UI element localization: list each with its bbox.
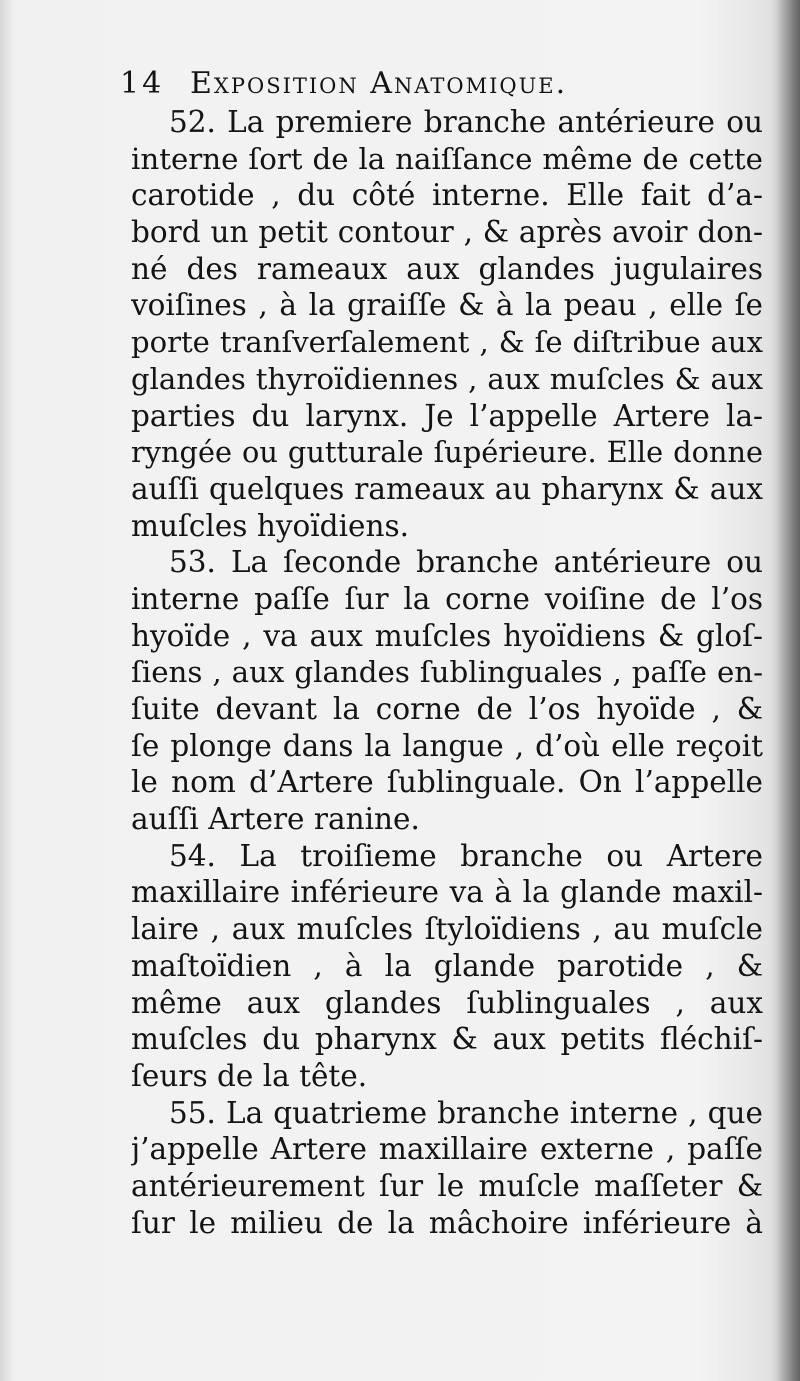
text-line: interne ſort de la naiſſance même de cette	[131, 141, 763, 176]
text-line: auſſi Artere ranine.	[131, 802, 420, 837]
text-line: muſcles hyoïdiens.	[131, 508, 409, 543]
text-line: ſuite devant la corne de l’os hyoïde , &	[131, 692, 763, 726]
text-line: auſſi quelques rameaux au pharynx & aux	[131, 471, 763, 506]
text-line: le nom d’Artere ſublinguale. On l’appelle	[131, 765, 763, 800]
text-line: glandes thyroïdiennes , aux muſcles & aux	[131, 361, 763, 396]
text-line: 52. La premiere branche antérieure ou	[169, 105, 763, 139]
binding-shadow	[776, 0, 800, 1381]
text-line: maxillaire inférieure va à la glande maxil-	[131, 875, 763, 910]
body-text	[131, 104, 763, 1241]
running-title: Exposition Anatomique.	[190, 66, 568, 101]
text-line: 53. La ſeconde branche antérieure ou	[169, 545, 763, 580]
text-line: laire , aux muſcles ſtyloïdiens , au muſcle	[131, 912, 763, 947]
text-line: ſiens , aux glandes ſublinguales , paſſe en-	[131, 655, 763, 690]
text-line: interne paſſe ſur la corne voiſine de l’os	[131, 581, 763, 616]
text-line: ſeurs de la tête.	[131, 1058, 368, 1093]
text-line: muſcles du pharynx & aux petits fléchiſ-	[131, 1022, 763, 1057]
text-line: 54. La troiſieme branche ou Artere	[169, 838, 763, 873]
text-line: porte tranſverſalement , & ſe diſtribue aux	[131, 325, 763, 360]
text-line: bord un petit contour , & après avoir don-	[131, 215, 763, 250]
text-line: hyoïde , va aux muſcles hyoïdiens & gloſ-	[131, 618, 763, 653]
text-line: antérieurement ſur le muſcle maſſeter &	[131, 1168, 763, 1203]
page-number: 14	[120, 66, 165, 101]
text-line: ſe plonge dans la langue , d’où elle reçoit	[131, 728, 763, 763]
text-line: j’appelle Artere maxillaire externe , paſſe	[131, 1132, 763, 1167]
text-line: maſtoïdien , à la glande parotide , &	[131, 948, 763, 983]
text-line: 55. La quatrieme branche interne , que	[169, 1095, 763, 1130]
text-line: carotide , du côté interne. Elle fait d’a-	[131, 178, 763, 213]
text-line: né des rameaux aux glandes jugulaires	[131, 251, 763, 286]
text-line: même aux glandes ſublinguales , aux	[131, 985, 763, 1020]
text-line: voiſines , à la graiſſe & à la peau , elle ſe	[131, 288, 763, 323]
text-line: ryngée ou gutturale ſupérieure. Elle donne	[131, 435, 763, 470]
text-line: ſur le milieu de la mâchoire inférieure à	[131, 1205, 763, 1240]
text-line: parties du larynx. Je l’appelle Artere la-	[131, 398, 763, 433]
